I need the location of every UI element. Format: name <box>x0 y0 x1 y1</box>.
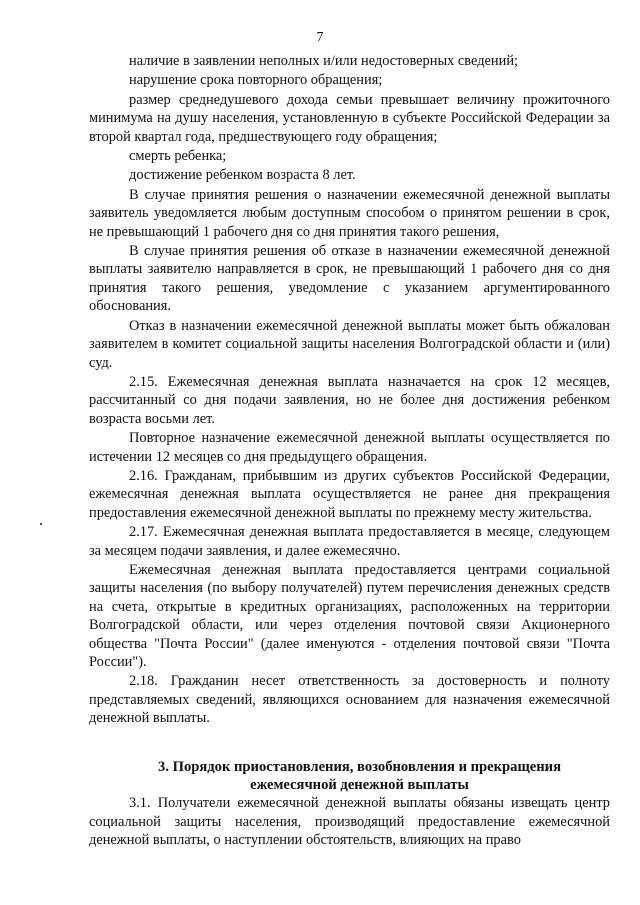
section-3-heading-line1: 3. Порядок приостановления, возобновления и прекращения <box>158 758 561 775</box>
list-item-child-age: достижение ребенком возраста 8 лет. <box>129 167 356 184</box>
scan-speck <box>40 523 42 525</box>
paragraph-appeal: Отказ в назначении ежемесячной денежной выплаты может быть обжалован заявителем в комитет социальной защиты населения Волгоградской области и (или) суд. <box>89 317 610 371</box>
list-item-child-death: смерть ребенка; <box>129 148 227 165</box>
list-item-deadline-violation: нарушение срока повторного обращения; <box>129 72 383 89</box>
section-3-heading-line2: ежемесячной денежной выплаты <box>250 777 469 794</box>
list-item-income-exceeds: размер среднедушевого дохода семьи превышает величину прожиточного минимума на душу населения, установленную в субъекте Российской Федерации за второй квартал года, предшествующего году обращения; <box>89 91 610 145</box>
list-item-incomplete-data: наличие в заявлении неполных и/или недостоверных сведений; <box>129 53 519 69</box>
paragraph-payment-method: Ежемесячная денежная выплата предоставляется центрами социальной защиты населения (по выбору получателей) путем перечисления денежных средств на счета, открытые в кредитных организациях, расположенных на территории Волгоградской области, или через отделения почтовой связи Акционерного общества "Почта России" (далее именуются - отделения почтовой связи "Почта России"). <box>89 561 610 670</box>
paragraph-2-17: 2.17. Ежемесячная денежная выплата предоставляется в месяце, следующем за месяцем подачи заявления, и далее ежемесячно. <box>89 524 610 559</box>
paragraph-2-15: 2.15. Ежемесячная денежная выплата назначается на срок 12 месяцев, рассчитанный со дня подачи заявления, но не более дня достижения ребенком возраста восьми лет. <box>89 373 610 427</box>
paragraph-approval-notice: В случае принятия решения о назначении ежемесячной денежной выплаты заявитель уведомляется любым доступным способом о принятом решении в срок, не превышающий 1 рабочего дня со дня принятия такого решения, <box>89 186 610 240</box>
paragraph-2-16: 2.16. Гражданам, прибывшим из других субъектов Российской Федерации, ежемесячная денежная выплата осуществляется не ранее дня прекращения предоставления ежемесячной денежной выплаты по прежнему месту жительства. <box>89 467 610 521</box>
body-text <box>89 52 610 728</box>
paragraph-2-18: 2.18. Гражданин несет ответственность за достоверность и полноту представляемых сведений, являющихся основанием для назначения ежемесячной денежной выплаты. <box>89 673 610 727</box>
section-3-heading <box>89 758 610 795</box>
paragraph-3-1: 3.1. Получатели ежемесячной денежной выплаты обязаны извещать центр социальной защиты населения, производящий предоставление ежемесячной денежной выплаты, о наступлении обстоятельств, влияющих на право <box>89 795 610 849</box>
paragraph-reassignment: Повторное назначение ежемесячной денежной выплаты осуществляется по истечении 12 месяцев со дня предыдущего обращения. <box>89 430 610 465</box>
page-number: 7 <box>316 30 324 45</box>
paragraph-refusal-notice: В случае принятия решения об отказе в назначении ежемесячной денежной выплаты заявителю направляется в срок, не превышающий 1 рабочего дня со дня принятия такого решения, уведомление с указанием аргументированного обоснования. <box>89 243 610 315</box>
